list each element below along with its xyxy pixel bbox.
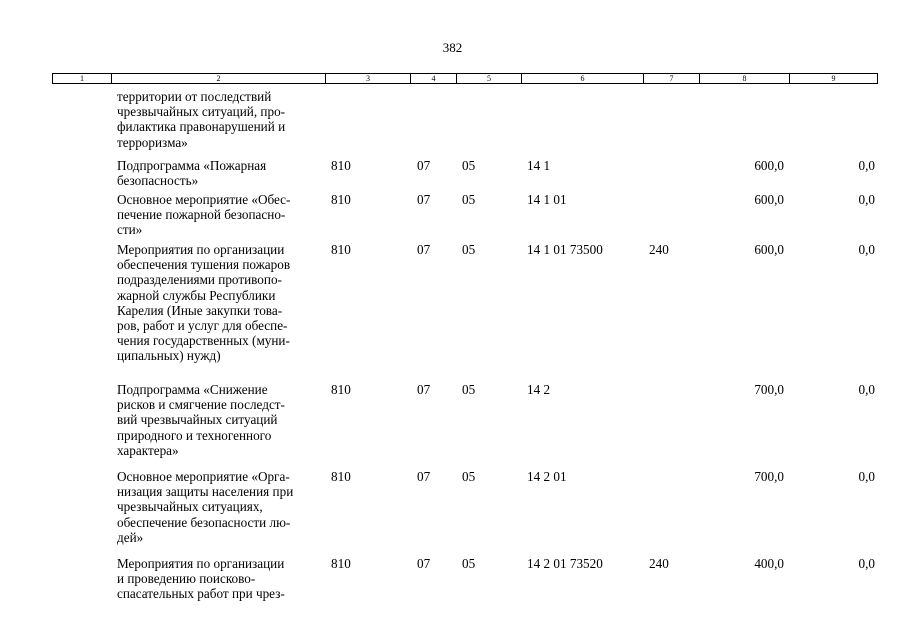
description-line: обеспечения тушения пожаров (117, 257, 291, 273)
description-line: подразделениями противопо- (117, 272, 282, 288)
cell-column-9: 0,0 (858, 556, 875, 571)
row-description (117, 556, 329, 602)
cell-column-4: 07 (417, 242, 431, 257)
cell-column-3: 810 (331, 242, 351, 257)
row-description (117, 242, 329, 364)
row-description (117, 192, 329, 238)
cell-column-9: 0,0 (858, 382, 875, 397)
cell-column-7: 240 (649, 556, 669, 571)
cell-column-4: 07 (417, 382, 431, 397)
cell-column-5: 05 (462, 192, 476, 207)
cell-column-6: 14 1 (527, 158, 551, 173)
description-line: Подпрограмма «Пожарная (117, 158, 267, 173)
column-header-1: 1 (80, 74, 84, 83)
row-description (117, 158, 329, 188)
column-header-5: 5 (487, 74, 491, 83)
description-line: сти» (117, 222, 143, 238)
cell-column-7: 240 (649, 242, 669, 257)
description-line: безопасность» (117, 173, 199, 189)
description-line: филактика правонарушений и (117, 119, 286, 135)
description-line: печение пожарной безопасно- (117, 207, 286, 223)
description-line: дей» (117, 529, 144, 545)
description-line: чения государственных (муни- (117, 333, 290, 349)
description-line: чрезвычайных ситуаций, про- (117, 104, 286, 120)
description-line: Основное мероприятие «Обес- (117, 192, 291, 207)
cell-column-8: 700,0 (754, 469, 784, 484)
page-number: 382 (442, 40, 463, 55)
cell-column-5: 05 (462, 556, 476, 571)
cell-column-5: 05 (462, 469, 476, 484)
description-line: Основное мероприятие «Орга- (117, 469, 290, 484)
cell-column-8: 600,0 (754, 242, 784, 257)
row-description (117, 89, 329, 150)
cell-column-4: 07 (417, 158, 431, 173)
description-line: ров, работ и услуг для обеспе- (117, 318, 288, 334)
description-line: спасательных работ при чрез- (117, 586, 285, 602)
cell-column-4: 07 (417, 556, 431, 571)
column-header-4: 4 (431, 74, 436, 83)
cell-column-3: 810 (331, 192, 351, 207)
cell-column-3: 810 (331, 158, 351, 173)
description-line: рисков и смягчение последст- (117, 397, 285, 413)
cell-column-9: 0,0 (858, 192, 875, 207)
cell-column-8: 700,0 (754, 382, 784, 397)
cell-column-4: 07 (417, 192, 431, 207)
row-description (117, 469, 329, 545)
description-line: Мероприятия по организации (117, 242, 285, 257)
cell-column-8: 600,0 (754, 192, 784, 207)
cell-column-4: 07 (417, 469, 431, 484)
cell-column-6: 14 2 (527, 382, 551, 397)
description-line: Подпрограмма «Снижение (117, 382, 268, 397)
description-line: территории от последствий (117, 89, 272, 104)
description-line: жарной службы Республики (117, 287, 276, 303)
description-line: низация защиты населения при (117, 484, 294, 500)
cell-column-9: 0,0 (858, 158, 875, 173)
description-line: природного и техногенного (117, 427, 272, 443)
description-line: чрезвычайных ситуациях, (117, 499, 263, 515)
cell-column-3: 810 (331, 382, 351, 397)
cell-column-6: 14 1 01 (527, 192, 567, 207)
cell-column-6: 14 1 01 73500 (527, 242, 603, 257)
cell-column-9: 0,0 (858, 242, 875, 257)
description-line: вий чрезвычайных ситуаций (117, 412, 278, 428)
table-header (52, 73, 878, 84)
description-line: и проведению поисково- (117, 571, 256, 587)
row-description (117, 382, 329, 458)
column-header-6: 6 (580, 74, 585, 83)
description-line: ципальных) нужд) (117, 348, 221, 364)
column-header-8: 8 (742, 74, 747, 83)
cell-column-5: 05 (462, 382, 476, 397)
cell-column-6: 14 2 01 73520 (527, 556, 603, 571)
cell-column-9: 0,0 (858, 469, 875, 484)
cell-column-5: 05 (462, 242, 476, 257)
cell-column-3: 810 (331, 469, 351, 484)
cell-column-5: 05 (462, 158, 476, 173)
cell-column-8: 600,0 (754, 158, 784, 173)
cell-column-3: 810 (331, 556, 351, 571)
cell-column-8: 400,0 (754, 556, 784, 571)
column-header-3: 3 (366, 74, 370, 83)
description-line: обеспечение безопасности лю- (117, 514, 291, 530)
cell-column-6: 14 2 01 (527, 469, 567, 484)
description-line: Карелия (Иные закупки това- (117, 302, 283, 318)
column-header-7: 7 (669, 74, 674, 83)
description-line: характера» (117, 442, 179, 458)
description-line: Мероприятия по организации (117, 556, 285, 571)
column-header-2: 2 (216, 74, 221, 83)
column-header-9: 9 (831, 74, 836, 83)
description-line: терроризма» (117, 134, 188, 150)
